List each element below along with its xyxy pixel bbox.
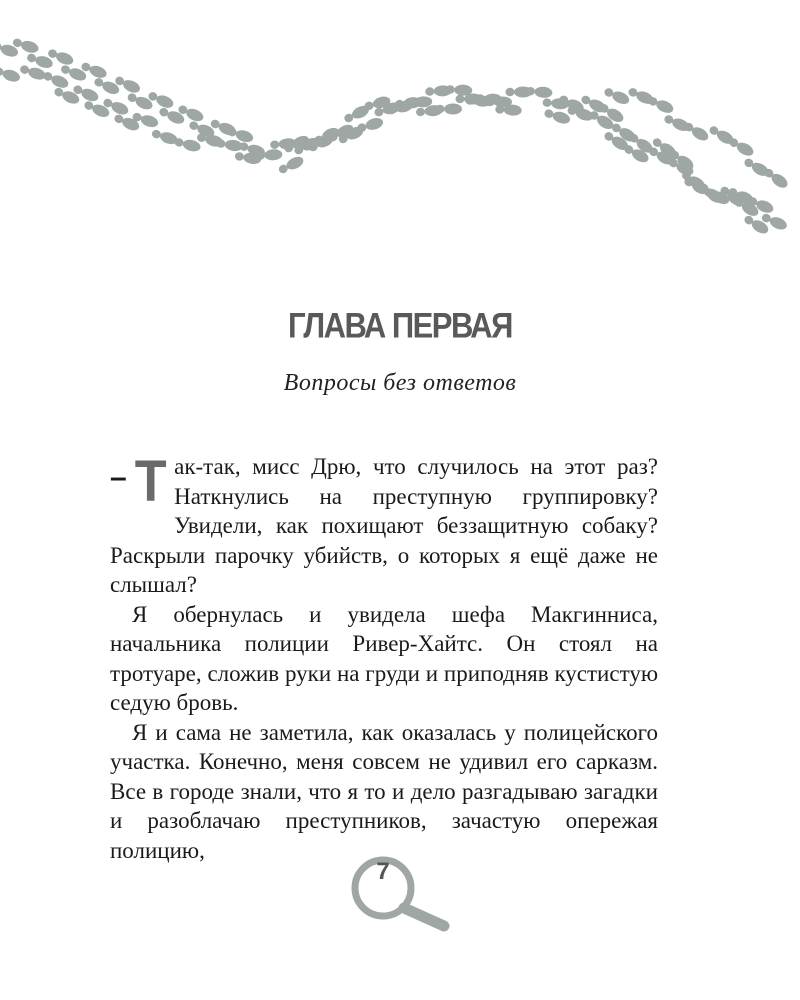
chapter-title: ГЛАВА ПЕРВАЯ bbox=[288, 305, 512, 346]
body-text bbox=[110, 449, 658, 865]
footprint-step bbox=[762, 166, 790, 190]
drop-cap-letter: Т bbox=[134, 449, 167, 514]
drop-cap bbox=[110, 449, 168, 514]
chapter-subtitle: Вопросы без ответов bbox=[283, 370, 517, 396]
footprint-step bbox=[727, 136, 755, 159]
footprint-step bbox=[682, 120, 710, 143]
paragraph-1 bbox=[110, 449, 658, 600]
footprint-step bbox=[526, 85, 553, 98]
footprint-step bbox=[0, 65, 22, 84]
page-number: 7 bbox=[376, 858, 390, 885]
footprints-trail-icon bbox=[0, 0, 800, 240]
drop-cap-dash: – bbox=[110, 461, 127, 494]
paragraph-3: Я и сама не заметила, как оказалась у полицейского участка. Конечно, меня совсем не удивил его сарказм. Все в городе знали, что я то и дело разгадываю загадки и разоблачаю преступников, зачастую опережая полицию, bbox=[110, 719, 658, 863]
footprint-step bbox=[356, 116, 385, 134]
paragraph-1-text: ак-так, мисс Дрю, что случилось на этот раз? Наткнулись на преступную группировку? Увидели, как похищают беззащитную собаку? Раскрыли парочку убийств, о которых я ещё даже не слышал? bbox=[110, 454, 658, 597]
footprint-step bbox=[436, 104, 463, 115]
footprint-step bbox=[495, 104, 522, 116]
footprint-step bbox=[602, 86, 631, 107]
footprint-step bbox=[277, 154, 306, 176]
paragraph-2: Я обернулась и увидела шефа Макгинниса, начальника полиции Ривер-Хайтс. Он стоял на тротуаре, сложив руки на груди и приподняв кустистую седую бровь. bbox=[110, 601, 658, 715]
footprint-step bbox=[647, 94, 676, 115]
footprint-step bbox=[543, 107, 572, 126]
footprint-step bbox=[150, 127, 179, 146]
